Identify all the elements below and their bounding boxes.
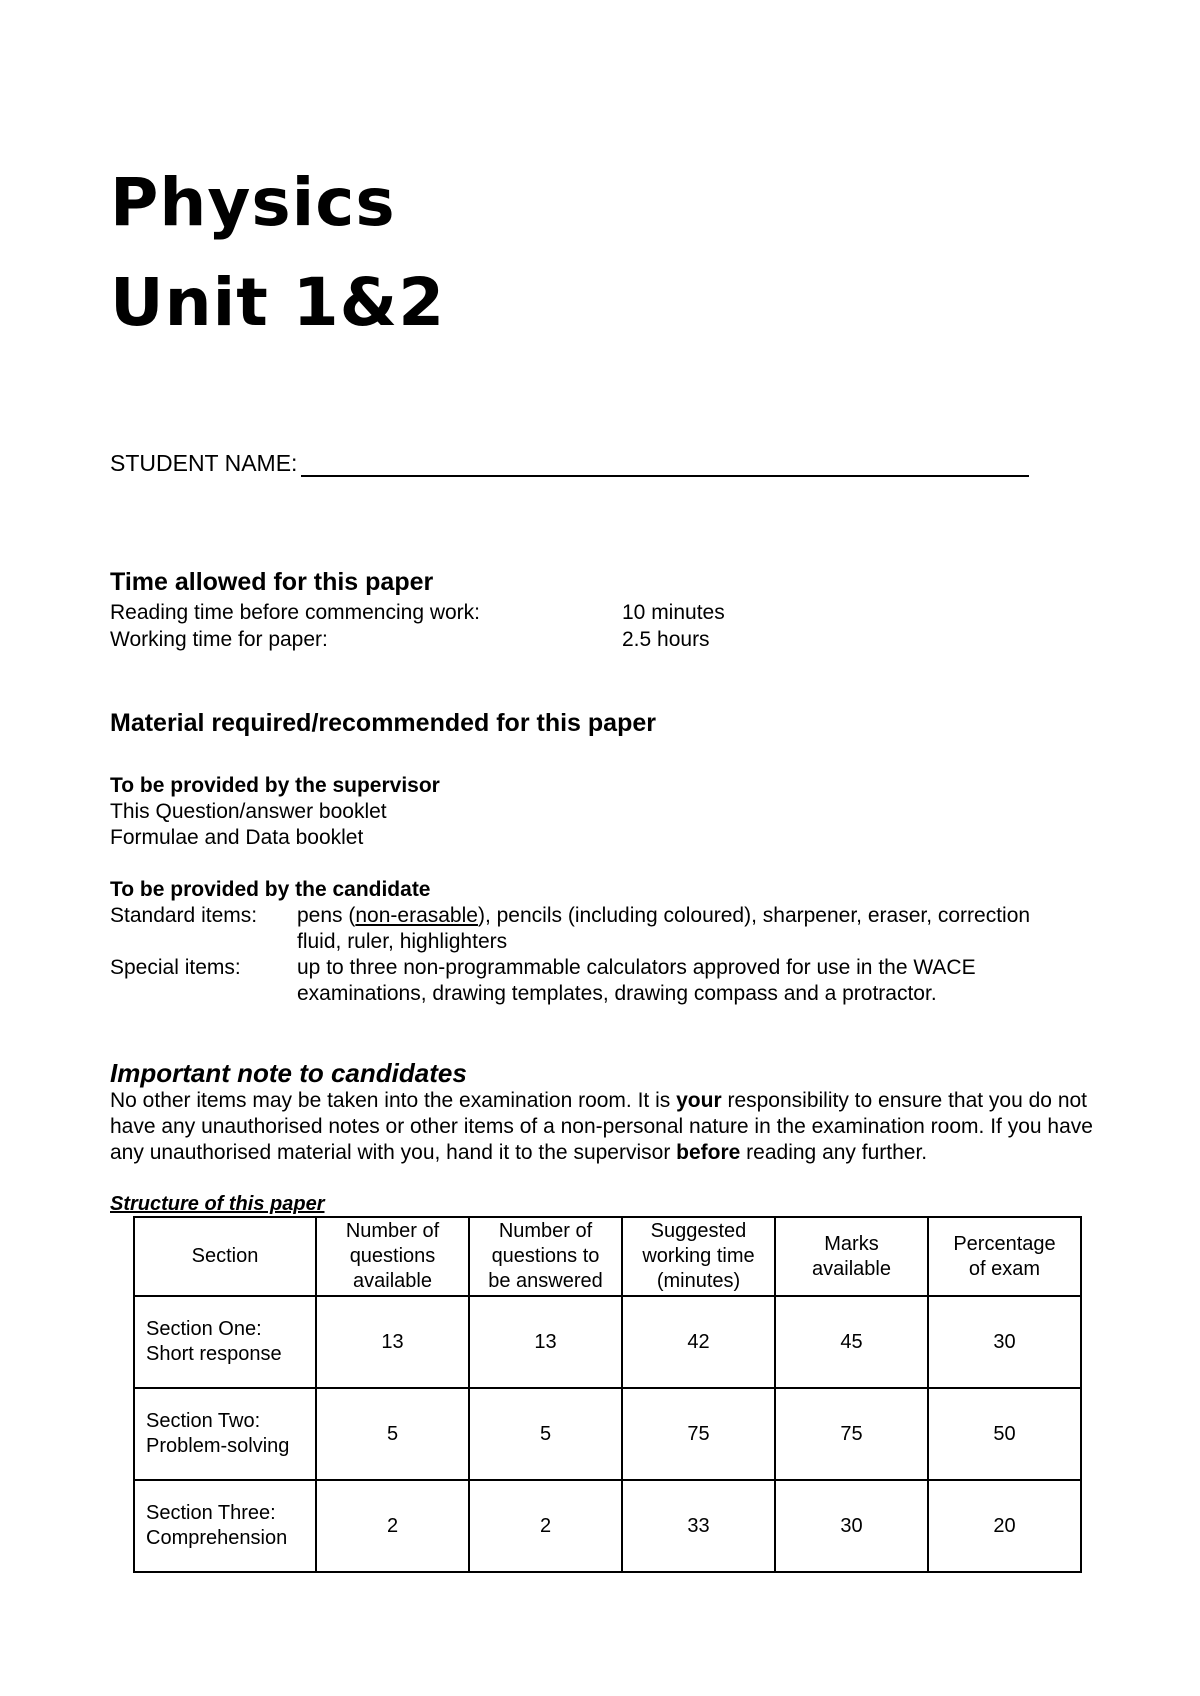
col-header-percentage: Percentage of exam (928, 1217, 1081, 1296)
special-items-line2: examinations, drawing templates, drawing compass and a protractor. (297, 982, 937, 1005)
table-row (134, 1480, 1081, 1572)
student-name-field[interactable] (110, 450, 1029, 477)
working-time-value: 2.5 hours (622, 628, 710, 651)
standard-items-label: Standard items: (110, 904, 258, 927)
table-cell: 33 (622, 1480, 775, 1572)
supervisor-heading: To be provided by the supervisor (110, 774, 440, 797)
table-row (134, 1296, 1081, 1388)
student-name-line[interactable] (301, 451, 1029, 477)
standard-items-line1: pens (non-erasable), pencils (including coloured), sharpener, eraser, correction (297, 904, 1031, 927)
col-header-questions-answered: Number of questions to be answered (469, 1217, 622, 1296)
table-cell: 13 (469, 1296, 622, 1388)
standard-items-line2: fluid, ruler, highlighters (297, 930, 508, 953)
col-header-section: Section (134, 1217, 316, 1296)
time-heading: Time allowed for this paper (110, 568, 434, 596)
structure-heading: Structure of this paper (110, 1193, 325, 1215)
table-cell: 30 (928, 1296, 1081, 1388)
col-header-marks: Marks available (775, 1217, 928, 1296)
important-note-text: No other items may be taken into the examination room. It is your responsibility to ensure that you do not have any unauthorised notes or other items of a non-personal nature in the examination room. If you have any unauthorised material with you, hand it to the supervisor before reading any further. (110, 1089, 1093, 1164)
structure-table (133, 1216, 1082, 1573)
table-cell: 5 (469, 1388, 622, 1480)
title-unit: Unit 1&2 (110, 264, 446, 341)
table-row (134, 1388, 1081, 1480)
material-heading: Material required/recommended for this paper (110, 709, 656, 737)
special-items-label: Special items: (110, 956, 241, 979)
table-cell: 75 (622, 1388, 775, 1480)
table-cell: 30 (775, 1480, 928, 1572)
table-header-row (134, 1217, 1081, 1296)
supervisor-item: Formulae and Data booklet (110, 826, 364, 849)
student-name-label: STUDENT NAME: (110, 450, 298, 476)
working-time-label: Working time for paper: (110, 628, 328, 651)
section-cell: Section Three: Comprehension (134, 1480, 316, 1572)
table-cell: 2 (316, 1480, 469, 1572)
table-cell: 50 (928, 1388, 1081, 1480)
table-cell: 42 (622, 1296, 775, 1388)
table-cell: 45 (775, 1296, 928, 1388)
reading-time-label: Reading time before commencing work: (110, 601, 481, 624)
section-cell: Section Two: Problem-solving (134, 1388, 316, 1480)
reading-time-value: 10 minutes (622, 601, 725, 624)
col-header-working-time: Suggested working time (minutes) (622, 1217, 775, 1296)
non-erasable-underlined: non-erasable (355, 904, 478, 927)
table-cell: 13 (316, 1296, 469, 1388)
important-note-heading: Important note to candidates (110, 1058, 467, 1088)
section-cell: Section One: Short response (134, 1296, 316, 1388)
col-header-questions-available: Number of questions available (316, 1217, 469, 1296)
supervisor-item: This Question/answer booklet (110, 800, 387, 823)
title-subject: Physics (110, 164, 396, 241)
candidate-heading: To be provided by the candidate (110, 878, 431, 901)
table-cell: 20 (928, 1480, 1081, 1572)
table-cell: 75 (775, 1388, 928, 1480)
special-items-line1: up to three non-programmable calculators approved for use in the WACE (297, 956, 976, 979)
table-cell: 2 (469, 1480, 622, 1572)
table-cell: 5 (316, 1388, 469, 1480)
